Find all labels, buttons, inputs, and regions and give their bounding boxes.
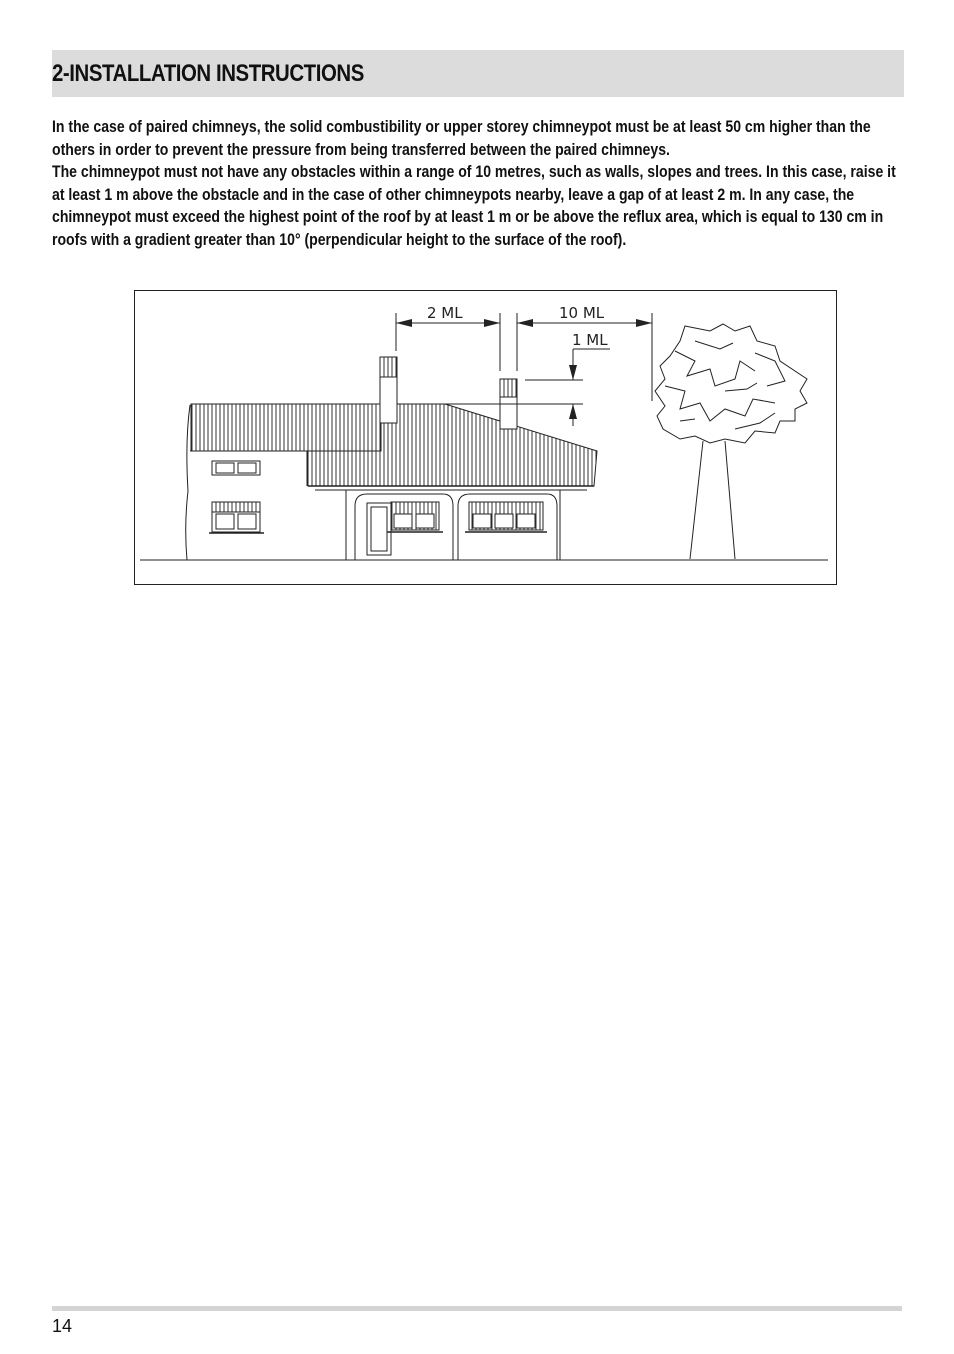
left-arch	[355, 494, 453, 560]
upper-window	[212, 461, 260, 475]
footer-divider	[52, 1306, 902, 1311]
instructions-text	[52, 116, 904, 252]
chimney-diagram-drawing	[135, 291, 836, 584]
paragraph-obstacles: The chimneypot must not have any obstacles within a range of 10 metres, such as walls, slopes and trees. In this case, raise it at least 1 m above the obstacle and in the case of other chimneypots nearby, leave a gap of at least 2 m. In any case, the chimneypot must exceed the highest point of the roof by at least 1 m or be above the reflux area, which is equal to 130 cm in roofs with a gradient greater than 10° (perpendicular height to the surface of the roof).	[52, 163, 896, 249]
paragraph-paired-chimneys: In the case of paired chimneys, the solid combustibility or upper storey chimneypot must be at least 50 cm higher than the others in order to prevent the pressure from being transferred between the paired chimneys.	[52, 118, 871, 159]
left-wall	[186, 405, 190, 560]
right-arch	[458, 494, 557, 560]
left-roof	[191, 404, 381, 451]
section-title: 2-INSTALLATION INSTRUCTIONS	[52, 59, 364, 87]
dimension-1ml-label: 1 ML	[572, 331, 608, 349]
dimension-10ml-label: 10 ML	[559, 304, 605, 322]
lower-left-window	[209, 502, 264, 533]
tall-chimney	[380, 357, 397, 423]
section-header	[52, 50, 904, 97]
dimension-10ml	[517, 304, 652, 401]
chimney-diagram	[134, 290, 837, 585]
tree	[655, 324, 807, 559]
dimension-2ml	[396, 304, 500, 371]
page-number: 14	[52, 1316, 73, 1336]
dimension-2ml-label: 2 ML	[427, 304, 463, 322]
